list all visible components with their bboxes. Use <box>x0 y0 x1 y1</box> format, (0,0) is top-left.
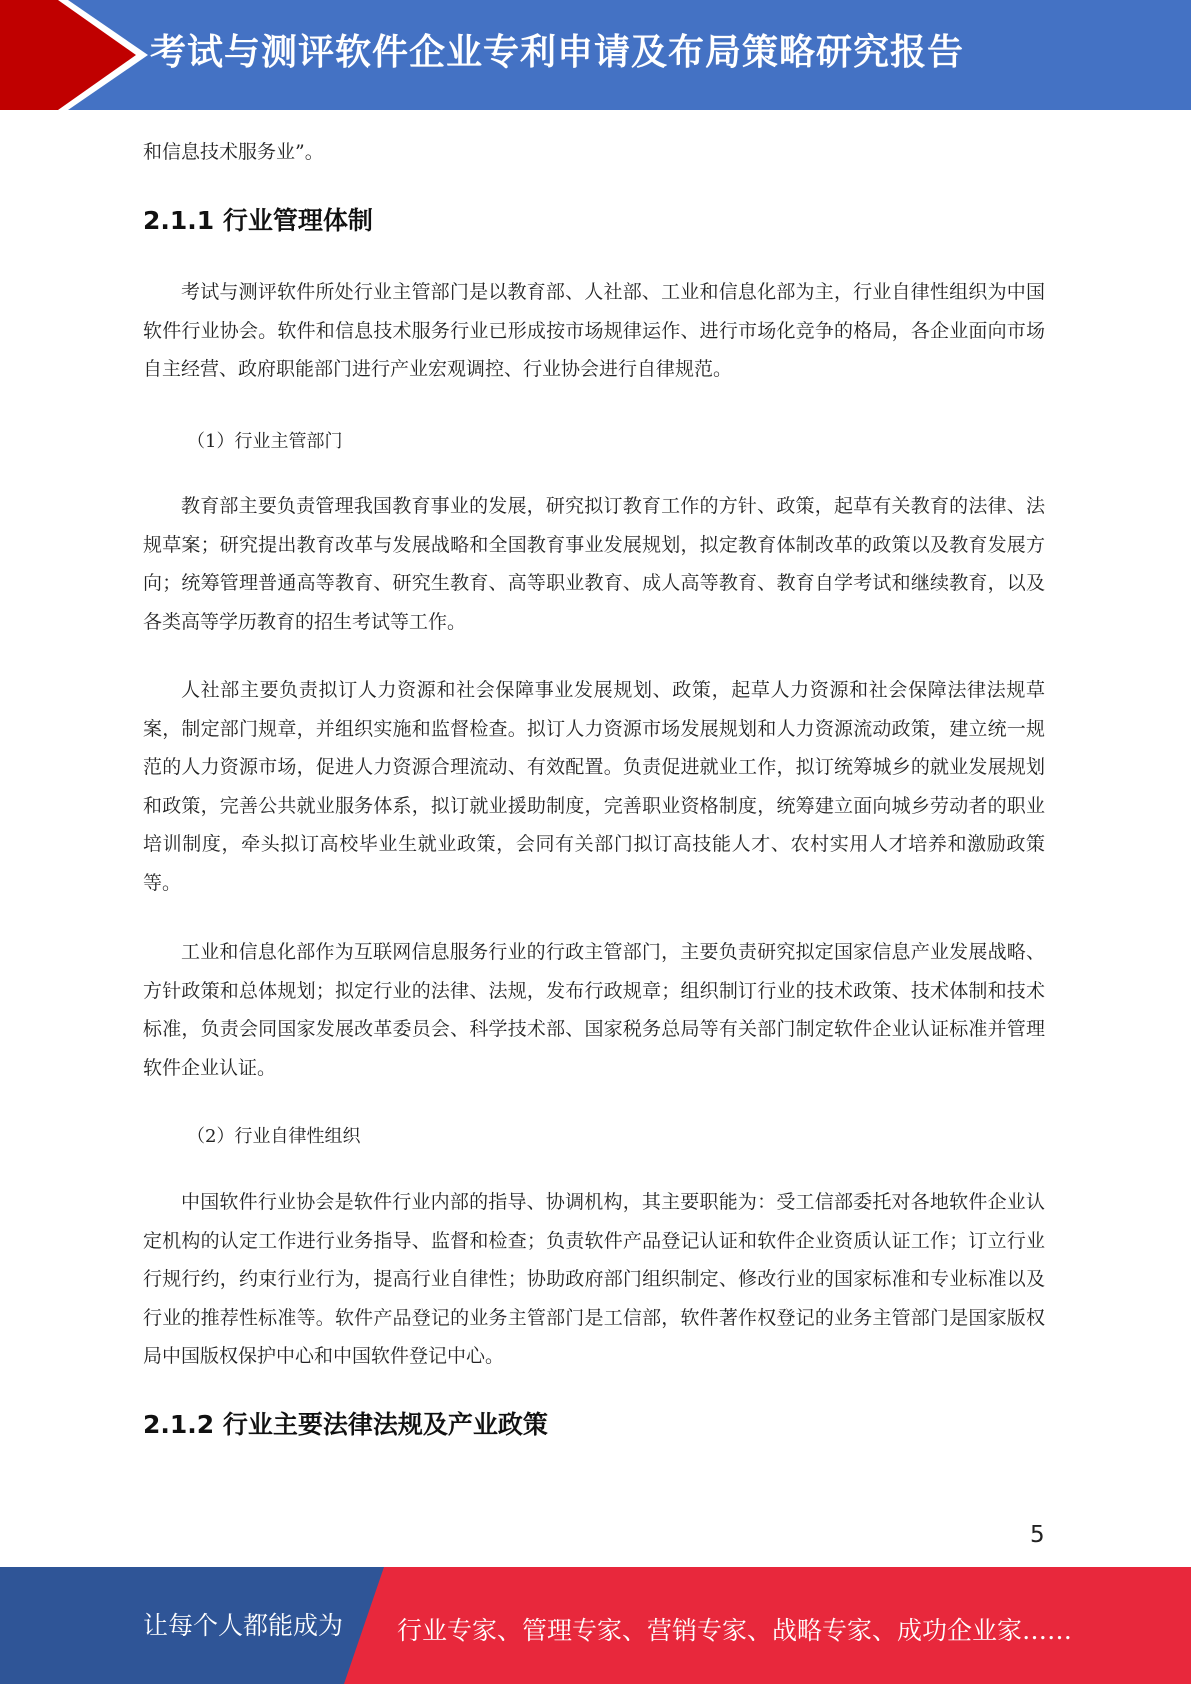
page-header <box>0 0 1191 110</box>
paragraph-management-system: 考试与测评软件所处行业主管部门是以教育部、人社部、工业和信息化部为主，行业自律性组织为中国软件行业协会。软件和信息技术服务行业已形成按市场规律运作、进行市场化竞争的格局，各企业面向市场自主经营、政府职能部门进行产业宏观调控、行业协会进行自律规范。 <box>143 281 1045 380</box>
document-title: 考试与测评软件企业专利申请及布局策略研究报告 <box>150 32 965 73</box>
footer-slogan-right: 行业专家、管理专家、营销专家、战略专家、成功企业家…… <box>397 1616 1073 1645</box>
paragraph-ministry-hr: 人社部主要负责拟订人力资源和社会保障事业发展规划、政策，起草人力资源和社会保障法律法规草案，制定部门规章，并组织实施和监督检查。拟订人力资源市场发展规划和人力资源流动政策，建立统一规范的人力资源市场，促进人力资源合理流动、有效配置。负责促进就业工作，拟订统筹城乡的就业发展规划和政策，完善公共就业服务体系，拟订就业援助制度，完善职业资格制度，统筹建立面向城乡劳动者的职业培训制度，牵头拟订高校毕业生就业政策，会同有关部门拟订高技能人才、农村实用人才培养和激励政策等。 <box>143 679 1045 894</box>
section-heading-2-1-1: 2.1.1 行业管理体制 <box>143 206 373 235</box>
continuation-text: 和信息技术服务业”。 <box>143 141 324 163</box>
paragraph-ministry-miit: 工业和信息化部作为互联网信息服务行业的行政主管部门，主要负责研究拟定国家信息产业发展战略、方针政策和总体规划；拟定行业的法律、法规，发布行政规章；组织制订行业的技术政策、技术体制和技术标准，负责会同国家发展改革委员会、科学技术部、国家税务总局等有关部门制定软件企业认证标准并管理软件企业认证。 <box>143 941 1045 1079</box>
paragraph-ministry-education: 教育部主要负责管理我国教育事业的发展，研究拟订教育工作的方针、政策，起草有关教育的法律、法规草案；研究提出教育改革与发展战略和全国教育事业发展规划，拟定教育体制改革的政策以及教育发展方向；统筹管理普通高等教育、研究生教育、高等职业教育、成人高等教育、教育自学考试和继续教育，以及各类高等学历教育的招生考试等工作。 <box>143 495 1045 633</box>
subheading-authorities: （1）行业主管部门 <box>187 431 343 452</box>
page-number: 5 <box>1030 1522 1045 1548</box>
section-heading-2-1-2: 2.1.2 行业主要法律法规及产业政策 <box>143 1410 548 1439</box>
footer-slogan-left: 让每个人都能成为 <box>143 1611 344 1640</box>
subheading-self-regulation: （2）行业自律性组织 <box>187 1126 361 1147</box>
paragraph-software-association: 中国软件行业协会是软件行业内部的指导、协调机构，其主要职能为：受工信部委托对各地软件企业认定机构的认定工作进行业务指导、监督和检查；负责软件产品登记认证和软件企业资质认证工作；订立行业行规行约，约束行业行为，提高行业自律性；协助政府部门组织制定、修改行业的国家标准和专业标准以及行业的推荐性标准等。软件产品登记的业务主管部门是工信部，软件著作权登记的业务主管部门是国家版权局中国版权保护中心和中国软件登记中心。 <box>143 1191 1045 1367</box>
page-footer <box>0 1567 1191 1684</box>
